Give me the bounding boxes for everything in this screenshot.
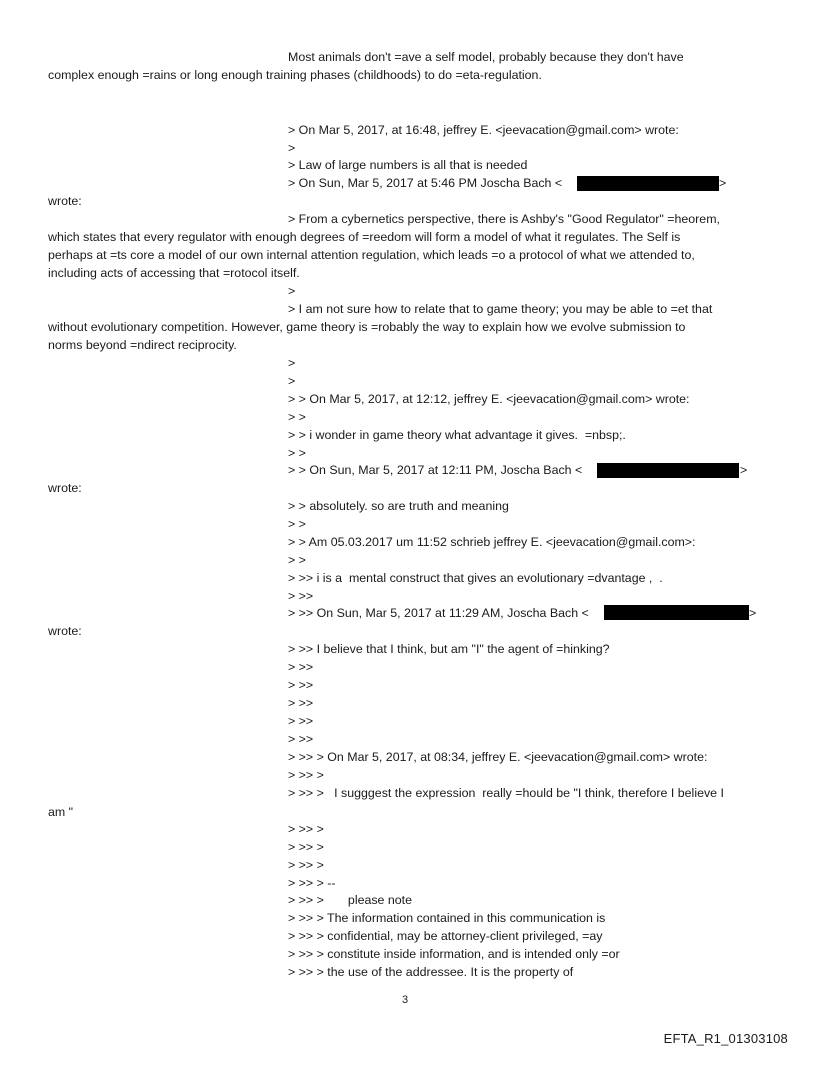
- quote-marker: >: [288, 356, 296, 370]
- text-line: perhaps at =ts core a model of our own internal attention regulation, which leads =o a protocol of what we attended to,: [48, 248, 695, 262]
- text-line: including acts of accessing that =rotocol itself.: [48, 266, 300, 280]
- quote-marker: > >: [288, 446, 306, 460]
- text-line: > >> > I sugggest the expression really =hould be "I think, therefore I believe I: [288, 786, 724, 800]
- quote-marker: > >> >: [288, 768, 324, 782]
- quote-marker: >: [288, 374, 296, 388]
- text-line: > From a cybernetics perspective, there is Ashby's "Good Regulator" =heorem,: [288, 212, 720, 226]
- text-line: complex enough =rains or long enough training phases (childhoods) to do =eta-regulation.: [48, 68, 542, 82]
- quote-marker: > >: [288, 553, 306, 567]
- document-id: EFTA_R1_01303108: [663, 1031, 788, 1046]
- quote-marker: > >> >: [288, 840, 324, 854]
- quoted-header: > > Am 05.03.2017 um 11:52 schrieb jeffrey E. <jeevacation@gmail.com>:: [288, 535, 696, 549]
- text-line: > >> i is a mental construct that gives an evolutionary =dvantage , .: [288, 571, 663, 585]
- quote-marker: > >>: [288, 696, 314, 710]
- text-line: > Law of large numbers is all that is needed: [288, 158, 528, 172]
- text-line: wrote:: [48, 194, 82, 208]
- text-fragment: >: [749, 606, 757, 620]
- text-line: Most animals don't =ave a self model, probably because they don't have: [288, 50, 684, 64]
- text-line: wrote:: [48, 624, 82, 638]
- text-fragment: >: [719, 176, 727, 190]
- text-line: am ": [48, 805, 74, 819]
- redaction-box: [577, 176, 719, 191]
- text-line: > >> > The information contained in this communication is: [288, 911, 606, 925]
- text-line: wrote:: [48, 481, 82, 495]
- quote-marker: > >>: [288, 678, 314, 692]
- quote-marker: > >>: [288, 660, 314, 674]
- quoted-header: > On Sun, Mar 5, 2017 at 5:46 PM Joscha Bach <: [288, 176, 563, 190]
- text-fragment: >: [740, 463, 748, 477]
- quote-marker: >: [288, 141, 296, 155]
- text-line: > > absolutely. so are truth and meaning: [288, 499, 509, 513]
- text-line: norms beyond =ndirect reciprocity.: [48, 338, 237, 352]
- redaction-box: [597, 463, 739, 478]
- quote-marker: > >>: [288, 589, 314, 603]
- text-line: > I am not sure how to relate that to game theory; you may be able to =et that: [288, 302, 713, 316]
- quote-marker: > >: [288, 517, 306, 531]
- text-line: without evolutionary competition. However, game theory is =robably the way to explain how we evolve submission to: [48, 320, 686, 334]
- text-line: > > i wonder in game theory what advantage it gives. =nbsp;.: [288, 428, 626, 442]
- quote-marker: > >> >: [288, 822, 324, 836]
- quoted-header: > > On Sun, Mar 5, 2017 at 12:11 PM, Joscha Bach <: [288, 463, 583, 477]
- quote-marker: > >: [288, 410, 306, 424]
- quote-marker: > >>: [288, 714, 314, 728]
- quoted-header: > > On Mar 5, 2017, at 12:12, jeffrey E. <jeevacation@gmail.com> wrote:: [288, 392, 690, 406]
- text-line: > >> > --: [288, 876, 336, 890]
- page-number: 3: [402, 994, 409, 1006]
- quote-marker: > >>: [288, 732, 314, 746]
- text-line: > >> > please note: [288, 893, 412, 907]
- quote-marker: > >> >: [288, 858, 324, 872]
- quoted-header: > >> > On Mar 5, 2017, at 08:34, jeffrey E. <jeevacation@gmail.com> wrote:: [288, 750, 708, 764]
- text-line: > >> > confidential, may be attorney-client privileged, =ay: [288, 929, 603, 943]
- redaction-box: [604, 605, 749, 620]
- text-line: > >> I believe that I think, but am "I" the agent of =hinking?: [288, 642, 610, 656]
- text-line: which states that every regulator with enough degrees of =reedom will form a model of what it regulates. The Self is: [48, 230, 681, 244]
- text-line: > >> > constitute inside information, and is intended only =or: [288, 947, 620, 961]
- text-line: > >> > the use of the addressee. It is the property of: [288, 965, 574, 979]
- quoted-header: > >> On Sun, Mar 5, 2017 at 11:29 AM, Joscha Bach <: [288, 606, 589, 620]
- quoted-header: > On Mar 5, 2017, at 16:48, jeffrey E. <jeevacation@gmail.com> wrote:: [288, 123, 679, 137]
- quote-marker: >: [288, 284, 296, 298]
